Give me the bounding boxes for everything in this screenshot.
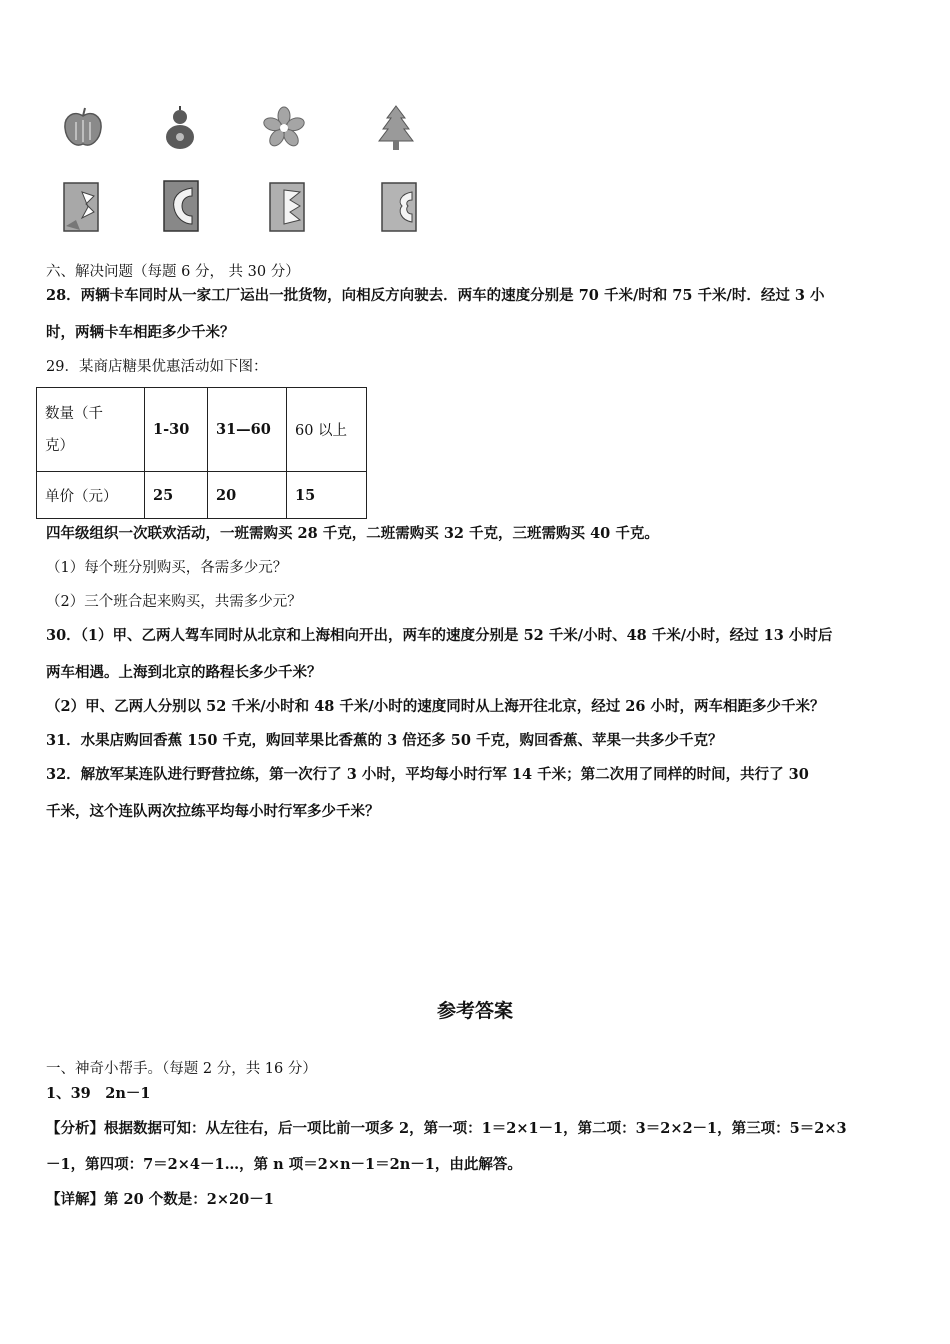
cutout-c-icon <box>160 178 202 234</box>
cutout-c2-icon <box>378 180 420 234</box>
table-header-range-1: 1-30 <box>145 388 208 472</box>
table-header-range-2: 31—60 <box>208 388 287 472</box>
answers-title: 参考答案 <box>436 1000 513 1022</box>
question-29: 29．某商店糖果优惠活动如下图： <box>46 359 268 375</box>
analysis-line1: 【分析】根据数据可知：从左往右，后一项比前一项多 2，第一项：1＝2×1－1，第二项：3＝2×2－1，第三项：5＝2×3 <box>46 1120 847 1137</box>
question-32-line1: 32．解放军某连队进行野营拉练，第一次行了 3 小时，平均每小时行军 14 千米；第二次用了同样的时间，共行了 30 <box>46 766 809 783</box>
apple-icon <box>60 104 106 150</box>
table-header-quantity-line1: 数量（千 <box>45 405 103 422</box>
question-29-part1: （1）每个班分别购买，各需多少元？ <box>46 560 288 576</box>
price-table <box>36 387 367 519</box>
table-header-quantity <box>37 388 145 472</box>
table-header-quantity-line2: 克） <box>45 437 74 454</box>
question-30-line1: 30．（1）甲、乙两人驾车同时从北京和上海相向开出，两车的速度分别是 52 千米/小时、48 千米/小时，经过 13 小时后 <box>46 627 833 644</box>
table-price-2: 20 <box>208 472 287 519</box>
tree-icon <box>376 104 416 152</box>
detail-line: 【详解】第 20 个数是：2×20－1 <box>46 1191 274 1208</box>
cutout-e2-icon <box>266 180 308 234</box>
table-row-price-label: 单价（元） <box>37 472 145 519</box>
question-28-line1: 28．两辆卡车同时从一家工厂运出一批货物，向相反方向驶去．两车的速度分别是 70 千米/时和 75 千米/时．经过 3 小 <box>46 287 825 304</box>
table-price-3: 15 <box>287 472 367 519</box>
question-29-part2: （2）三个班合起来购买，共需多少元？ <box>46 594 302 610</box>
table-price-1: 25 <box>145 472 208 519</box>
analysis-line2: －1，第四项：7＝2×4－1…，第 n 项＝2×n－1＝2n－1，由此解答。 <box>46 1156 522 1173</box>
question-28-line2: 时，两辆卡车相距多少千米？ <box>46 324 235 341</box>
question-30-line2: 两车相遇。上海到北京的路程长多少千米？ <box>46 664 322 681</box>
question-29-text: 四年级组织一次联欢活动，一班需购买 28 千克，二班需购买 32 千克，三班需购买 40 千克。 <box>46 525 659 542</box>
question-30-part2: （2）甲、乙两人分别以 52 千米/小时和 48 千米/小时的速度同时从上海开往北京，经过 26 小时，两车相距多少千米？ <box>46 698 825 715</box>
answer-1: 1、39 2n－1 <box>46 1085 151 1102</box>
question-31: 31．水果店购回香蕉 150 千克，购回苹果比香蕉的 3 倍还多 50 千克，购回香蕉、苹果一共多少千克？ <box>46 732 723 749</box>
question-32-line2: 千米，这个连队两次拉练平均每小时行军多少千米？ <box>46 803 380 820</box>
answers-section-1: 一、神奇小帮手。（每题 2 分，共 16 分） <box>46 1061 317 1077</box>
gourd-icon <box>162 102 198 152</box>
cutout-e-icon <box>60 180 102 234</box>
table-header-range-3: 60 以上 <box>287 388 367 472</box>
flower-icon <box>262 106 306 150</box>
section-heading: 六、解决问题（每题 6 分， 共 30 分） <box>46 264 300 280</box>
